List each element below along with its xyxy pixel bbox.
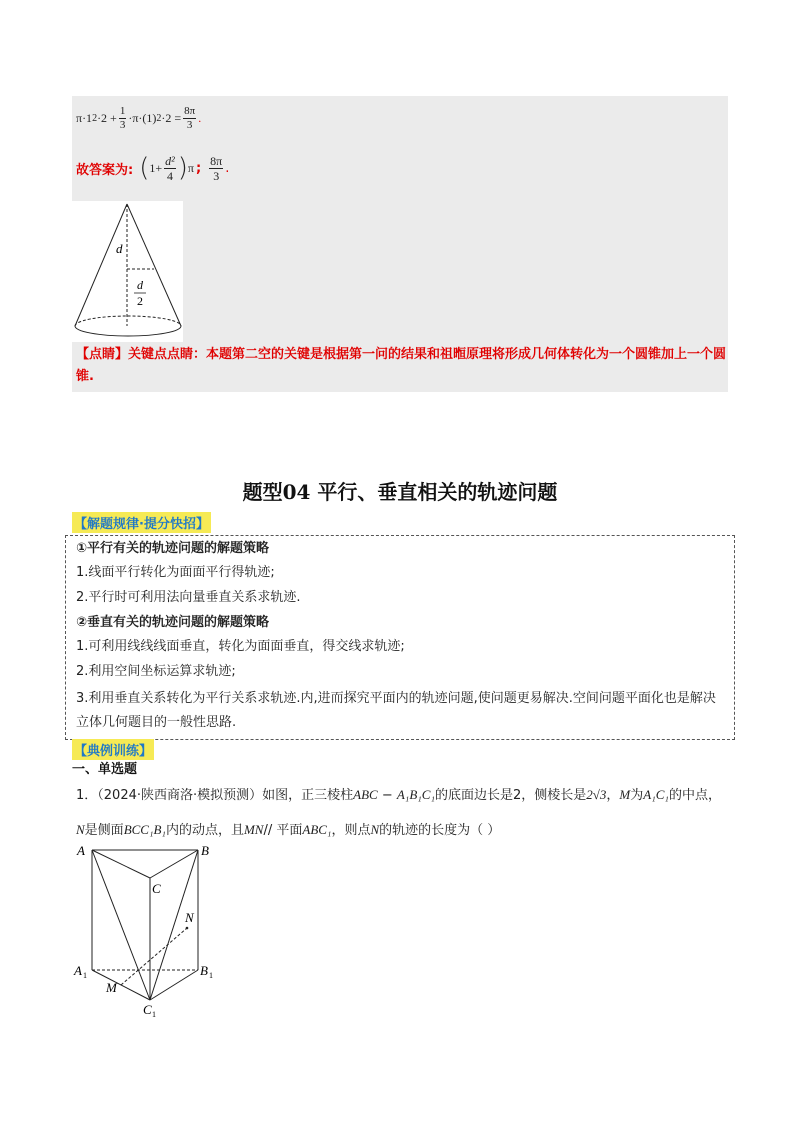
cone-left-edge [75, 204, 127, 326]
pi-symbol: π [76, 110, 83, 125]
label-c1-sub: 1 [152, 1010, 156, 1019]
label-half-den: 2 [137, 294, 143, 308]
rule-tag: 【解题规律·提分快招】 [72, 512, 211, 533]
fraction-8pi-over-3: $\frac{8\pi}{3}$ [210, 153, 223, 183]
prism-figure [65, 838, 225, 1020]
label-c: C [152, 881, 161, 896]
edge-bc1 [150, 850, 198, 1000]
section-title: 题型04 平行、垂直相关的轨迹问题 [242, 480, 558, 504]
label-d: d [116, 241, 123, 256]
volume-formula: π ·1 2 ·2 + $\frac{1}{3}$ ·π·(1) 2 ·2 = $\frac{8\pi}{3}$ . [76, 104, 202, 131]
label-half-num: d [137, 278, 143, 292]
parallel-item: 2.平行时可利用法向量垂直关系求轨迹. [76, 590, 301, 605]
point-n [186, 927, 189, 930]
label-a: A [77, 843, 85, 858]
label-b: B [201, 843, 209, 858]
cone-base-front [75, 326, 181, 336]
label-n: N [185, 910, 194, 925]
question-1: 1．（2024·陕西商洛·模拟预测）如图，正三棱柱ABC − A₁B₁C₁的底面边长是2，侧棱长是2√3，M为A₁C₁的中点，N是侧面BCC₁B₁内的动点，且MN// 平面ABC₁，则点N的轨迹的长度为（ ） [76, 787, 721, 838]
edge-b1c1 [150, 970, 198, 1000]
perp-item: 2.利用空间坐标运算求轨迹; [76, 664, 236, 679]
fraction-d2-over-4: $\frac{\text{d²}}{4}$ [165, 153, 175, 183]
answer-label: 故答案为: [76, 162, 134, 178]
perp-item: 1.可利用线线线面垂直，转化为面面垂直，得交线求轨迹; [76, 639, 405, 654]
answer-line: 故答案为: ( 1+ $\frac{\text{d²}}{4}$ ) π ; $\frac{8\pi}{3}$ . [76, 153, 230, 183]
fraction-result: $\frac{8\pi}{3}$ [184, 104, 196, 131]
label-a1: A [74, 963, 82, 978]
label-a1-sub: 1 [83, 971, 87, 980]
segment-mn [121, 928, 187, 985]
cone-diagram [72, 201, 183, 342]
cone-base-back [75, 316, 181, 326]
edge-ac1 [92, 850, 150, 1000]
perp-heading: ②垂直有关的轨迹问题的解题策略 [76, 615, 270, 630]
fraction-one-third: $\frac{1}{3}$ [119, 104, 126, 131]
training-tag: 【典例训练】 [72, 739, 154, 760]
key-point-note: 【点睛】关键点点睛：本题第二空的关键是根据第一问的结果和祖暅原理将形成几何体转化为一个圆锥加上一个圆锥. [76, 347, 727, 384]
single-choice-heading: 一、单选题 [72, 762, 138, 777]
prism-diagram [65, 838, 225, 1020]
parallel-item: 1.线面平行转化为面面平行得轨迹; [76, 565, 275, 580]
cone-right-edge [127, 204, 181, 326]
label-b1-sub: 1 [209, 971, 213, 980]
cone-figure [72, 201, 183, 342]
label-c1: C [143, 1002, 152, 1017]
parallel-heading: ①平行有关的轨迹问题的解题策略 [76, 541, 270, 556]
label-b1: B [200, 963, 208, 978]
perp-item: 3.利用垂直关系转化为平行关系求轨迹.内,进而探究平面内的轨迹问题,使问题更易解决.空间问题平面化也是解决立体几何题目的一般性思路. [76, 691, 716, 730]
label-m: M [106, 980, 117, 995]
